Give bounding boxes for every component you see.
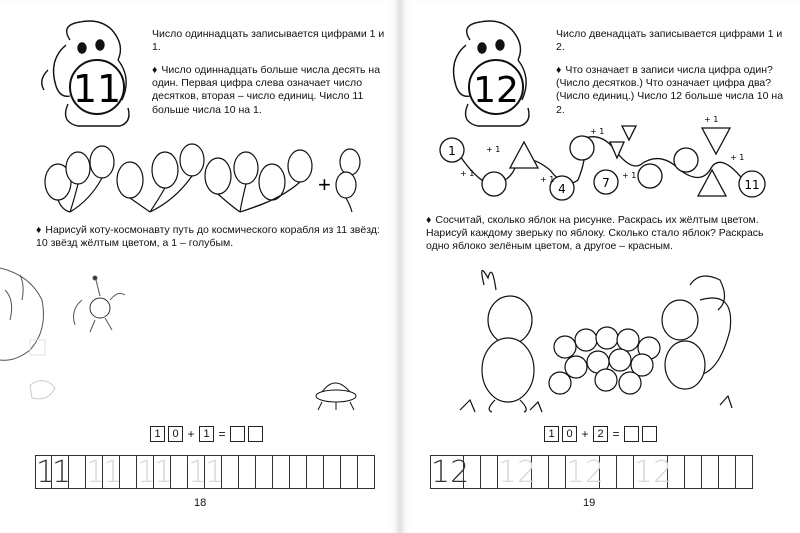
answer-box[interactable]: [624, 426, 639, 442]
bullet-icon: ♦: [152, 64, 158, 76]
copy-cell[interactable]: [549, 455, 566, 489]
task-text: [36, 224, 388, 250]
equation-op: +: [187, 427, 195, 441]
answer-box[interactable]: [230, 426, 245, 442]
fact-body: Число одиннадцать больше числа десять на один. Первая цифра слева означает число десятков, вторая – число единиц. Число 11 больше числа 10 на 1.: [152, 64, 381, 116]
bullet-icon: ♦: [426, 214, 432, 226]
chain-circle: [482, 172, 506, 196]
copy-cell[interactable]: 1: [52, 455, 72, 490]
chain-step: + 1: [730, 153, 745, 162]
copy-cell[interactable]: [69, 455, 86, 489]
copy-cell[interactable]: [290, 455, 307, 489]
equation-eq: =: [218, 427, 226, 441]
copy-cell[interactable]: 1: [137, 455, 157, 490]
question-text: [556, 64, 788, 117]
animals-apples: [460, 270, 732, 412]
task-body: Нарисуй коту-космонавту путь до космического корабля из 11 звёзд: 10 звёзд жёлтым цветом, а 1 – голубым.: [36, 224, 380, 250]
copy-cell[interactable]: [668, 455, 685, 489]
copy-cell[interactable]: 1: [205, 455, 225, 490]
chain-circle: [674, 148, 698, 172]
intro-text: Число двенадцать записывается цифрами 1 и 2.: [556, 28, 783, 54]
copy-cell[interactable]: 12: [634, 455, 673, 490]
intro-text: Число одиннадцать записывается цифрами 1 и 1.: [152, 28, 385, 54]
copy-cell[interactable]: [358, 455, 375, 489]
chain-triangle: [702, 128, 730, 154]
copy-grid[interactable]: [35, 455, 375, 489]
copy-cell[interactable]: 1: [86, 455, 106, 490]
copy-cell[interactable]: 12: [566, 455, 605, 490]
task-body: Сосчитай, сколько яблок на рисунке. Раскрась их жёлтым цветом. Нарисуй каждому зверьку по яблоку. Сколько стало яблок? Раскрась одно яблоко зелёным цветом, а другое – красным.: [426, 214, 764, 253]
equation-op: +: [581, 427, 589, 441]
copy-cell[interactable]: [307, 455, 324, 489]
equation-digit: 1: [544, 426, 559, 442]
chain-four: 4: [558, 182, 566, 196]
dog-number-text: 11: [72, 67, 122, 111]
page-number: 18: [194, 497, 207, 509]
copy-cell[interactable]: 1: [188, 455, 208, 490]
equation: [150, 426, 263, 442]
copy-cell[interactable]: [273, 455, 290, 489]
chain-seven: 7: [602, 176, 610, 190]
chain-step: + 1: [486, 145, 501, 154]
equation-digit: 2: [593, 426, 608, 442]
chain-triangle: [698, 170, 726, 196]
chain-step: + 1: [704, 115, 719, 124]
chain-step: + 1: [622, 171, 637, 180]
equation-digit: 1: [199, 426, 214, 442]
task-text: [426, 214, 788, 254]
fact-text: [152, 64, 388, 117]
chain-start: 1: [448, 144, 456, 158]
copy-cell[interactable]: [256, 455, 273, 489]
equation: [544, 426, 657, 442]
copy-cell[interactable]: 12: [431, 455, 470, 490]
copy-cell[interactable]: [120, 455, 137, 489]
chain-triangle: [622, 126, 636, 140]
question-body: Что означает в записи числа цифра один? (Число десятков.) Что означает цифра два? (Число единиц.) Число 12 больше числа 10 на 2.: [556, 64, 784, 116]
copy-cell[interactable]: [532, 455, 549, 489]
copy-cell[interactable]: [324, 455, 341, 489]
answer-box[interactable]: [642, 426, 657, 442]
copy-grid[interactable]: [430, 455, 753, 489]
equation-digit: 0: [562, 426, 577, 442]
copy-cell[interactable]: [702, 455, 719, 489]
copy-cell[interactable]: [464, 455, 481, 489]
copy-cell[interactable]: 1: [154, 455, 174, 490]
equation-eq: =: [612, 427, 620, 441]
space-scene: [0, 268, 356, 410]
equation-digit: 0: [168, 426, 183, 442]
chain-circle: [570, 136, 594, 160]
copy-cell[interactable]: [341, 455, 358, 489]
copy-cell[interactable]: [719, 455, 736, 489]
chain-step: + 1: [540, 175, 555, 184]
chain-end: 11: [744, 178, 760, 192]
balloon-plus: +: [318, 172, 331, 197]
copy-cell[interactable]: 12: [498, 455, 537, 490]
equation-digit: 1: [150, 426, 165, 442]
bullet-icon: ♦: [36, 224, 42, 236]
page-number: 19: [583, 497, 596, 509]
copy-cell[interactable]: [736, 455, 753, 489]
copy-cell[interactable]: [171, 455, 188, 489]
copy-cell[interactable]: [222, 455, 239, 489]
chain-step: + 1: [460, 169, 475, 178]
balloons: [45, 144, 360, 212]
copy-cell[interactable]: 1: [103, 455, 123, 490]
copy-cell[interactable]: [685, 455, 702, 489]
bullet-icon: ♦: [556, 64, 562, 76]
copy-cell[interactable]: 1: [36, 455, 56, 490]
chain-step: + 1: [590, 127, 605, 136]
right-page: [400, 0, 800, 533]
chain-triangle: [610, 142, 624, 158]
chain-triangle: [510, 142, 538, 168]
answer-box[interactable]: [248, 426, 263, 442]
copy-cell[interactable]: [481, 455, 498, 489]
copy-cell[interactable]: [617, 455, 634, 489]
copy-cell[interactable]: [239, 455, 256, 489]
chain-circle: [638, 164, 662, 188]
dog-number-text: 12: [473, 70, 519, 111]
copy-cell[interactable]: [600, 455, 617, 489]
